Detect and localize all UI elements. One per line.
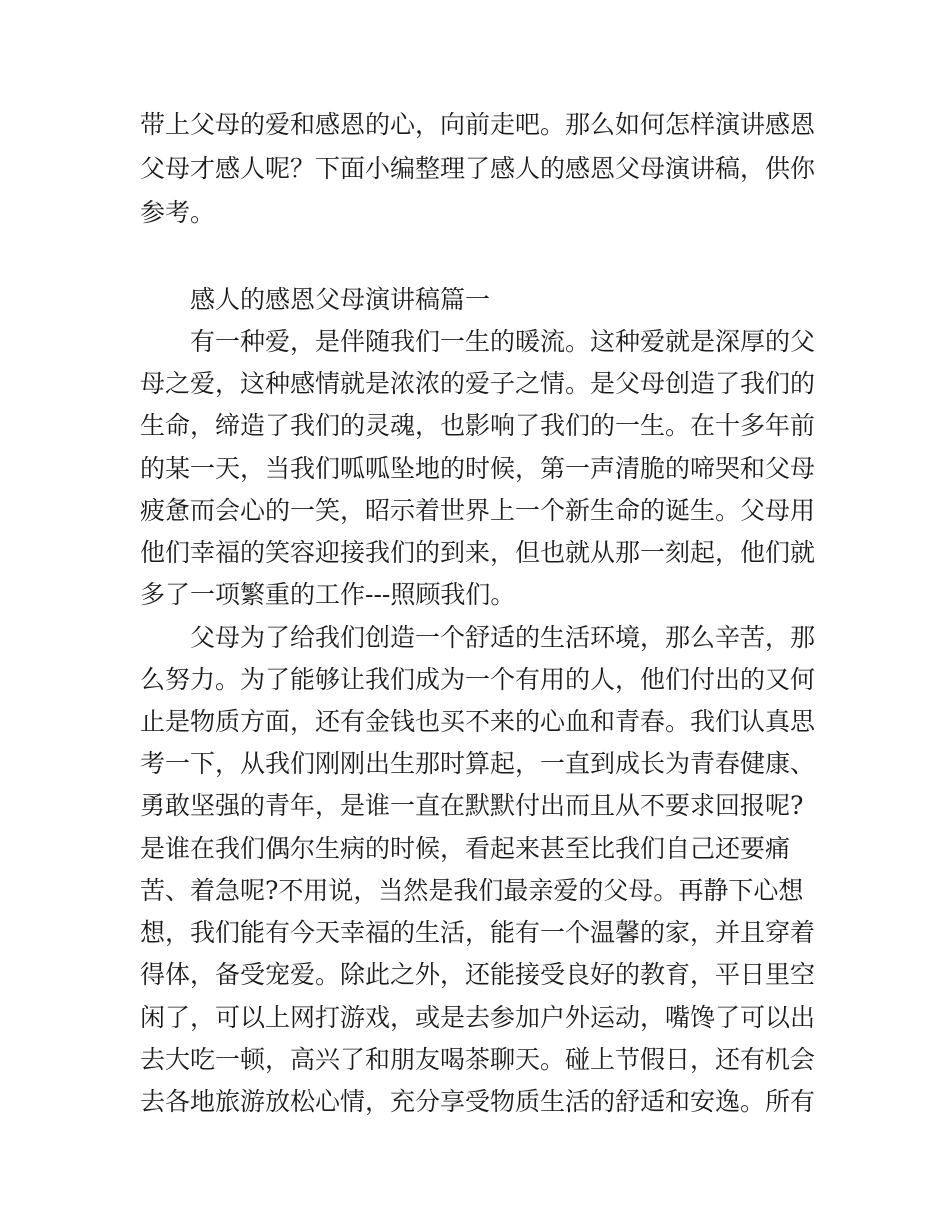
paragraph-line: 生命，缔造了我们的灵魂，也影响了我们的一生。在十多年前	[140, 411, 816, 440]
paragraph-line: 勇敢坚强的青年，是谁一直在默默付出而且从不要求回报呢?	[140, 791, 804, 820]
paragraph-line: 止是物质方面，还有金钱也买不来的心血和青春。我们认真思	[140, 707, 816, 736]
paragraph-line: 的某一天，当我们呱呱坠地的时候，第一声清脆的啼哭和父母	[140, 454, 816, 483]
paragraph-line: 是谁在我们偶尔生病的时候，看起来甚至比我们自己还要痛	[140, 834, 791, 863]
paragraph-line: 想，我们能有今天幸福的生活，能有一个温馨的家，并且穿着	[140, 918, 816, 947]
paragraph-line: 考一下，从我们刚刚出生那时算起，一直到成长为青春健康、	[140, 749, 816, 778]
section-title: 感人的感恩父母演讲稿篇一	[190, 285, 491, 314]
paragraph-line: 有一种爱，是伴随我们一生的暖流。这种爱就是深厚的父	[190, 327, 816, 356]
paragraph-line: 疲惫而会心的一笑，昭示着世界上一个新生命的诞生。父母用	[140, 496, 816, 525]
paragraph-line: 他们幸福的笑容迎接我们的到来，但也就从那一刻起，他们就	[140, 538, 816, 567]
paragraph-line: 苦、着急呢?不用说，当然是我们最亲爱的父母。再静下心想	[140, 876, 804, 905]
intro-line: 带上父母的爱和感恩的心，向前走吧。那么如何怎样演讲感恩	[140, 110, 816, 139]
intro-line: 参考。	[140, 198, 216, 227]
paragraph-line: 闲了，可以上网打游戏，或是去参加户外运动，嘴馋了可以出	[140, 1003, 816, 1032]
paragraph-line: 去大吃一顿，高兴了和朋友喝茶聊天。碰上节假日，还有机会	[140, 1045, 816, 1074]
paragraph-line: 去各地旅游放松心情，充分享受物质生活的舒适和安逸。所有	[140, 1087, 816, 1116]
paragraph-line: 父母为了给我们创造一个舒适的生活环境，那么辛苦，那	[190, 623, 816, 652]
paragraph-line: 母之爱，这种感情就是浓浓的爱子之情。是父母创造了我们的	[140, 369, 816, 398]
intro-line: 父母才感人呢？下面小编整理了感人的感恩父母演讲稿，供你	[140, 154, 816, 183]
paragraph-line: 得体，备受宠爱。除此之外，还能接受良好的教育，平日里空	[140, 960, 816, 989]
paragraph-line: 么努力。为了能够让我们成为一个有用的人，他们付出的又何	[140, 665, 816, 694]
paragraph-line: 多了一项繁重的工作---照顾我们。	[140, 580, 516, 609]
